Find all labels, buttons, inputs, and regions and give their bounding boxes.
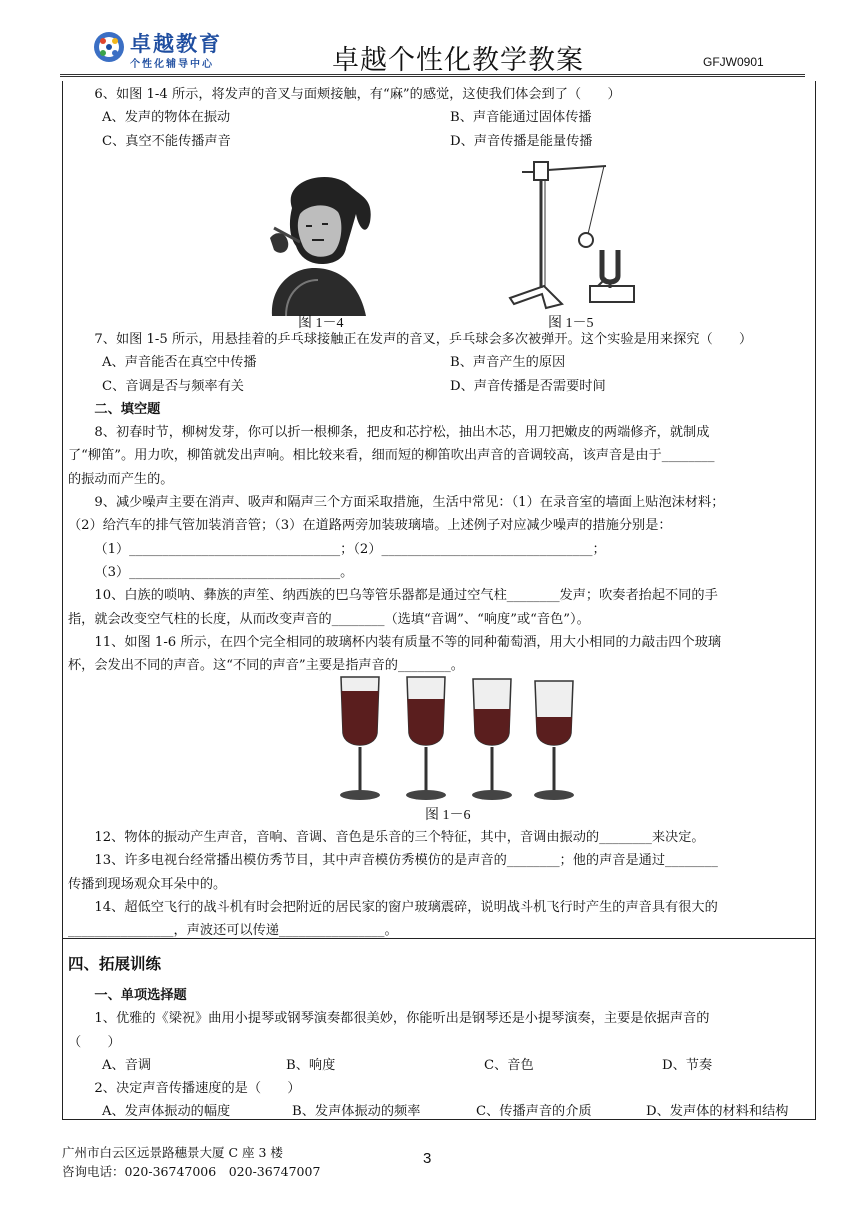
question-10-line-1: 10、白族的唢呐、彝族的声笙、纳西族的巴乌等管乐器都是通过空气柱________发声；吹奏者抬起不同的手 [94, 588, 718, 604]
extension-questions [68, 984, 808, 1124]
extension-question-1-option-c: C、音色 [484, 1057, 534, 1073]
document-code: GFJW0901 [703, 55, 764, 69]
extension-question-1-line-2: （ ） [68, 1034, 121, 1050]
page-number: 3 [423, 1150, 432, 1167]
single-choice-heading: 一、单项选择题 [94, 988, 187, 1003]
wine-glass-4 [534, 681, 574, 800]
extension-question-1-line-1: 1、优雅的《梁祝》曲用小提琴或钢琴演奏都很美妙，你能听出是钢琴还是小提琴演奏，主要是依据声音的 [94, 1011, 710, 1027]
extension-question-2-option-d: D、发声体的材料和结构 [646, 1104, 789, 1120]
extension-question-1-option-b: B、响度 [286, 1057, 336, 1073]
question-9-line-1: 9、减少噪声主要在消声、吸声和隔声三个方面采取措施，生活中常见：（1）在录音室的墙面上贴泡沫材料； [94, 495, 725, 511]
question-12-to-14 [68, 826, 808, 942]
page-header [60, 22, 805, 82]
figure-1-4-image [262, 168, 382, 316]
logo-main-text: 卓越教育 [130, 32, 222, 56]
extension-question-2-option-b: B、发声体振动的频率 [292, 1104, 421, 1120]
logo [92, 28, 262, 72]
question-9-line-3: （1）________________________________；（2）________________________________； [94, 541, 606, 557]
question-14-line-2: ________________，声波还可以传递________________。 [68, 923, 398, 939]
figure-1-6-image [335, 673, 585, 805]
question-11-line-2: 杯，会发出不同的声音。这“不同的声音”主要是指声音的________。 [68, 658, 464, 674]
page-title: 卓越个性化教学教案 [332, 45, 584, 76]
question-7-option-b: B、声音产生的原因 [450, 355, 566, 371]
figure-1-5-caption: 图 1－5 [548, 316, 594, 331]
question-8-line-1: 8、初春时节，柳树发芽，你可以折一根柳条，把皮和芯拧松，抽出木芯，用刀把嫩皮的两端修齐，就制成 [94, 425, 710, 441]
fill-in-heading: 二、填空题 [94, 401, 161, 417]
question-7-option-d: D、声音传播是否需要时间 [450, 378, 606, 394]
question-6-option-a: A、发声的物体在振动 [102, 110, 231, 126]
question-13-line-1: 13、许多电视台经常播出模仿秀节目，其中声音模仿秀模仿的是声音的________；他的声音是通过________ [94, 853, 718, 869]
question-6-option-b: B、声音能通过固体传播 [450, 110, 592, 126]
question-10-line-2: 指，就会改变空气柱的长度，从而改变声音的________（选填“音调”、“响度”或“音色”）。 [68, 611, 590, 627]
question-8-line-3: 的振动而产生的。 [68, 471, 174, 487]
question-6-stem: 6、如图 1-4 所示，将发声的音叉与面颊接触，有“麻”的感觉，这使我们体会到了（ ） [94, 87, 621, 102]
question-11-line-1: 11、如图 1-6 所示，在四个完全相同的玻璃杯内装有质量不等的同种葡萄酒，用大小相同的力敲击四个玻璃 [94, 634, 722, 650]
question-9-line-4: （3）________________________________。 [94, 564, 354, 580]
question-12: 12、物体的振动产生声音，音响、音调、音色是乐音的三个特征，其中，音调由振动的________来决定。 [94, 830, 705, 845]
wine-glass-1 [340, 677, 380, 800]
figure-1-4-caption: 图 1－4 [298, 316, 344, 331]
question-14-line-1: 14、超低空飞行的战斗机有时会把附近的居民家的窗户玻璃震碎，说明战斗机飞行时产生的声音具有很大的 [94, 899, 718, 915]
logo-mark-icon [92, 30, 126, 64]
figure-1-5-image [502, 158, 652, 316]
footer-phone: 咨询电话：020-36747006 020-36747007 [62, 1164, 321, 1179]
question-6 [68, 83, 808, 153]
question-8-line-2: 了“柳笛”。用力吹，柳笛就发出声响。相比较来看，细而短的柳笛吹出声音的音调较高，该声音是由于________ [68, 448, 715, 464]
extension-question-1-option-d: D、节奏 [662, 1057, 713, 1073]
question-13-line-2: 传播到现场观众耳朵中的。 [68, 876, 227, 892]
question-6-option-c: C、真空不能传播声音 [102, 133, 231, 149]
question-6-option-d: D、声音传播是能量传播 [450, 133, 593, 149]
extension-question-2-option-c: C、传播声音的介质 [476, 1104, 592, 1120]
extension-question-1-option-a: A、音调 [102, 1057, 152, 1073]
logo-sub-text: 个性化辅导中心 [130, 59, 214, 70]
question-7-to-11 [68, 328, 808, 677]
extension-question-2-option-a: A、发声体振动的幅度 [102, 1104, 231, 1120]
wine-glass-3 [472, 679, 512, 800]
question-7-option-c: C、音调是否与频率有关 [102, 378, 244, 394]
page-footer [62, 1143, 320, 1181]
figure-1-6-caption: 图 1－6 [425, 808, 471, 823]
header-rule [60, 74, 805, 77]
wine-glass-2 [406, 677, 446, 800]
question-9-line-2: （2）给汽车的排气管加装消音管；（3）在道路两旁加装玻璃墙。上述例子对应减少噪声的措施分别是： [68, 518, 672, 534]
footer-address: 广州市白云区远景路穗景大厦 C 座 3 楼 [62, 1145, 283, 1160]
extension-question-2-stem: 2、决定声音传播速度的是（ ） [94, 1081, 301, 1097]
question-7-option-a: A、声音能否在真空中传播 [102, 355, 257, 371]
section-4-title: 四、拓展训练 [68, 955, 162, 973]
question-7-stem: 7、如图 1-5 所示，用悬挂着的乒乓球接触正在发声的音叉，乒乓球会多次被弹开。这个实验是用来探究（ ） [94, 332, 753, 347]
